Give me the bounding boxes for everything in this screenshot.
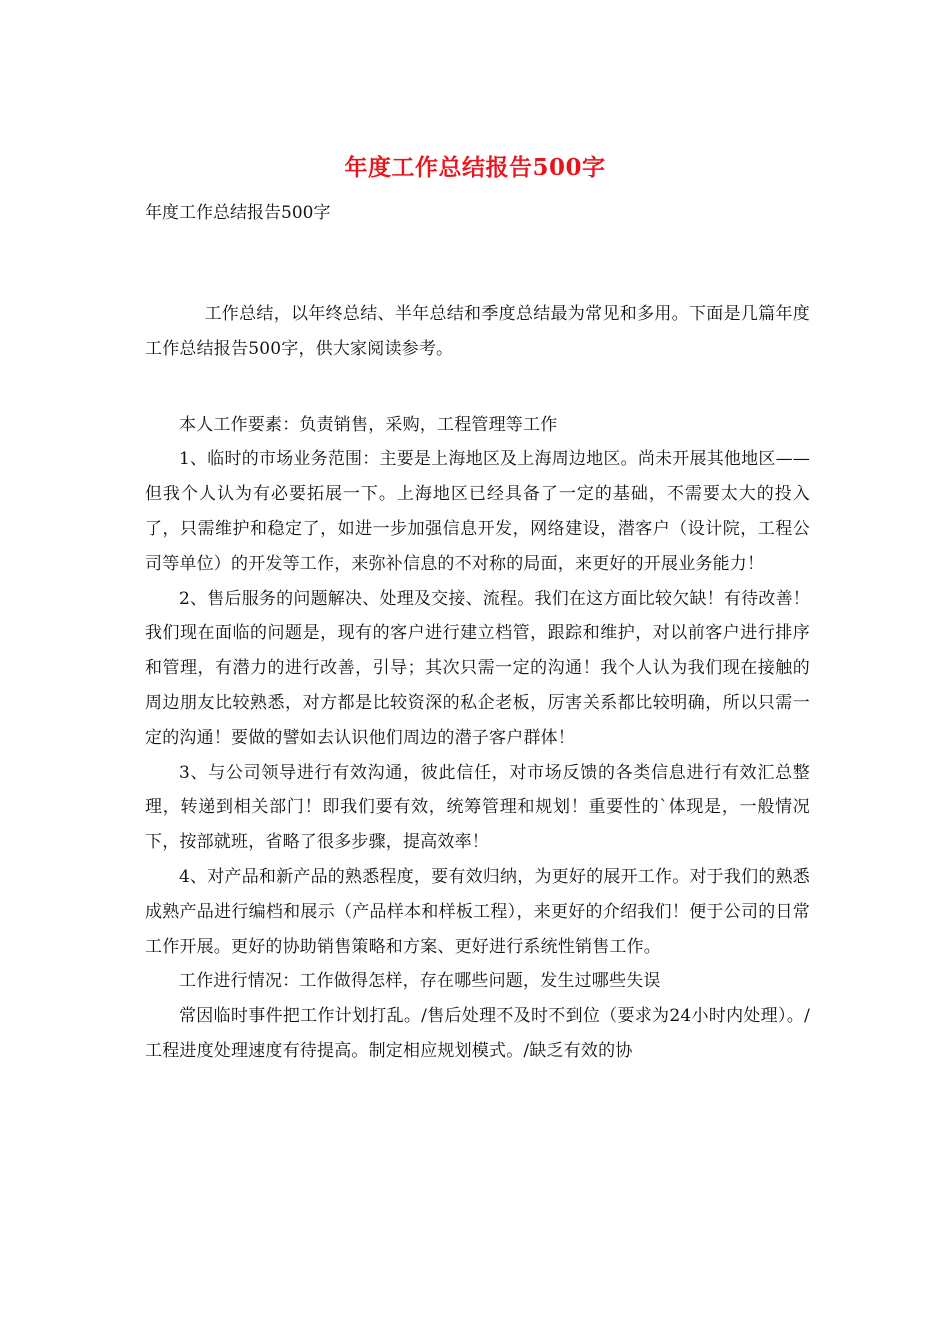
document-subtitle: 年度工作总结报告500字 xyxy=(145,203,331,223)
paragraph-item-3: 3、与公司领导进行有效沟通，彼此信任，对市场反馈的各类信息进行有效汇总整理，转递到相关部门！即我们要有效，统筹管理和规划！重要性的`体现是，一般情况下，按部就班，省略了很多步骤，提高效率！ xyxy=(145,762,810,853)
document-body xyxy=(145,297,810,1069)
paragraph-work-elements: 本人工作要素：负责销售，采购，工程管理等工作 xyxy=(179,414,558,435)
document-title: 年度工作总结报告500字 xyxy=(344,154,606,181)
paragraph-item-4: 4、对产品和新产品的熟悉程度，要有效归纳，为更好的展开工作。对于我们的熟悉成熟产品进行编档和展示（产品样本和样板工程），来更好的介绍我们！便于公司的日常工作开展。更好的协助销售策略和方案、更好进行系统性销售工作。 xyxy=(145,866,810,957)
paragraph-item-1: 1、临时的市场业务范围：主要是上海地区及上海周边地区。尚未开展其他地区——但我个人认为有必要拓展一下。上海地区已经具备了一定的基础，不需要太大的投入了，只需维护和稳定了，如进一步加强信息开发，网络建设，潜客户（设计院，工程公司等单位）的开发等工作，来弥补信息的不对称的局面，来更好的开展业务能力！ xyxy=(145,449,810,574)
paragraph-issues: 常因临时事件把工作计划打乱。/售后处理不及时不到位（要求为24小时内处理）。/工程进度处理速度有待提高。制定相应规划模式。/缺乏有效的协 xyxy=(145,1006,810,1061)
intro-paragraph: 工作总结，以年终总结、半年总结和季度总结最为常见和多用。下面是几篇年度工作总结报告500字，供大家阅读参考。 xyxy=(145,304,810,359)
paragraph-item-2: 2、售后服务的问题解决、处理及交接、流程。我们在这方面比较欠缺！有待改善！我们现在面临的问题是，现有的客户进行建立档管，跟踪和维护，对以前客户进行排序和管理，有潜力的进行改善，引导；其次只需一定的沟通！我个人认为我们现在接触的周边朋友比较熟悉，对方都是比较资深的私企老板，厉害关系都比较明确，所以只需一定的沟通！要做的譬如去认识他们周边的潜子客户群体！ xyxy=(145,588,810,748)
paragraph-progress: 工作进行情况：工作做得怎样，存在哪些问题，发生过哪些失误 xyxy=(179,971,661,992)
